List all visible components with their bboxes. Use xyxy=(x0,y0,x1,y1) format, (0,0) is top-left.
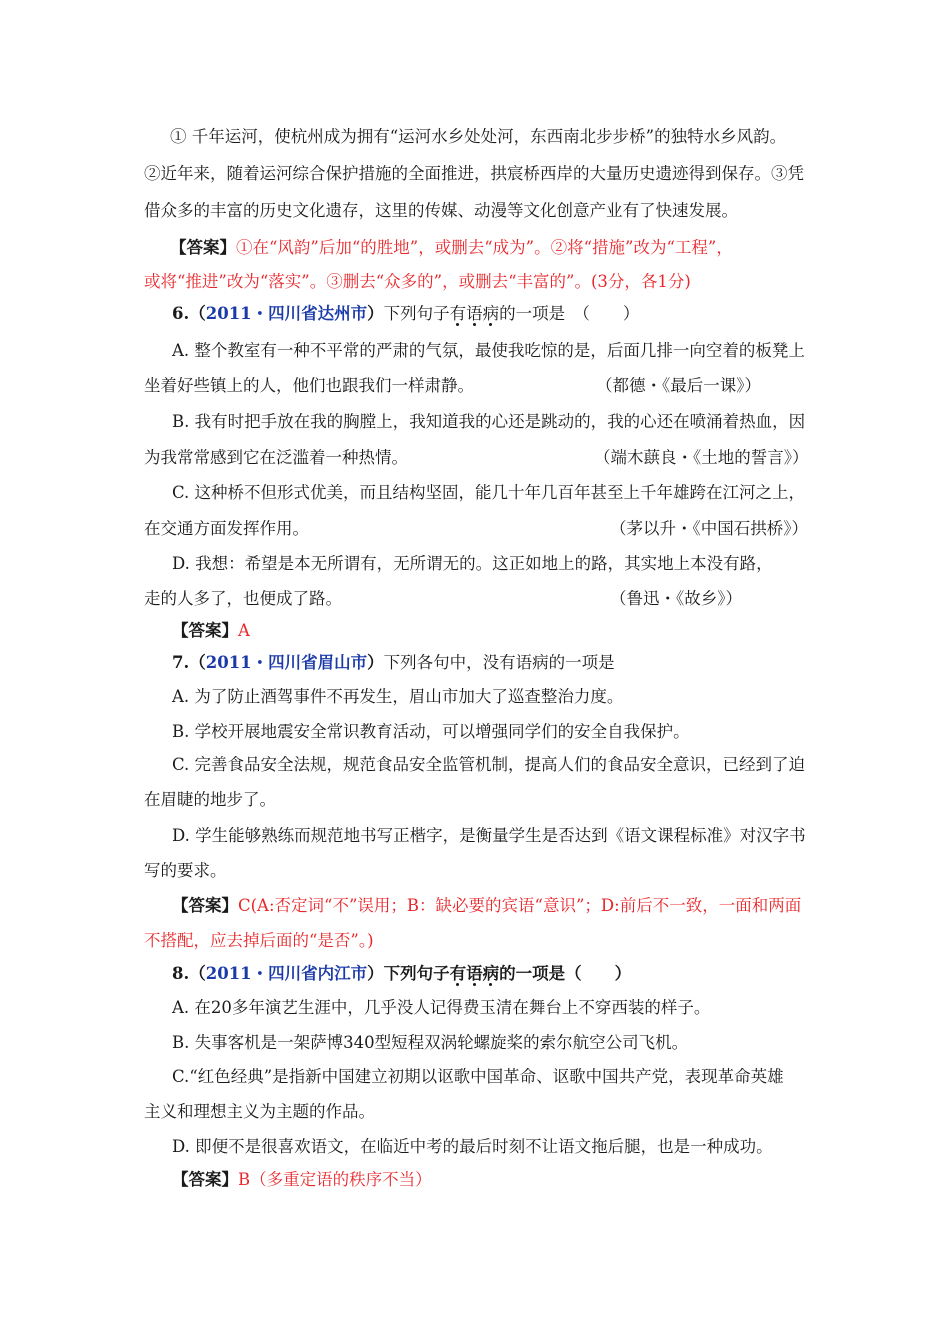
q8-answer xyxy=(172,1168,432,1192)
answer-label: 【答案】 xyxy=(170,238,236,257)
q6-option-d-line-1: D. 我想：希望是本无所谓有，无所谓无的。这正如地上的路，其实地上本没有路， xyxy=(172,554,773,573)
q6-option-a-line-2: 坐着好些镇上的人，他们也跟我们一样肃静。 xyxy=(144,376,474,395)
q7-option-d-line-1: D. 学生能够熟练而规范地书写正楷字，是衡量学生是否达到《语文课程标准》对汉字书 xyxy=(172,826,806,845)
answer-text: ①在“风韵”后加“的胜地”，或删去“成为”。②将“措施”改为“工程”， xyxy=(236,238,733,257)
q6-option-b-line-2: 为我常常感到它在泛滥着一种热情。 xyxy=(144,448,408,467)
emphasis-dot-char: 有 xyxy=(449,304,467,323)
q6-option-c-line-1: C. 这种桥不但形式优美，而且结构坚固，能几十年几百年甚至上千年雄跨在江河之上， xyxy=(172,483,806,502)
q5-answer-line-2: 或将“推进”改为“落实”。③删去“众多的”，或删去“丰富的”。(3分，各1分) xyxy=(144,272,691,291)
question-number: 7. xyxy=(172,653,190,672)
q5-line-1: ① 千年运河，使杭州成为拥有“运河水乡处处河，东西南北步步桥”的独特水乡风韵。 xyxy=(170,127,787,146)
q5-line-3: 借众多的丰富的历史文化遗存，这里的传媒、动漫等文化创意产业有了快速发展。 xyxy=(144,201,738,220)
q7-option-a: A. 为了防止酒驾事件不再发生，眉山市加大了巡查整治力度。 xyxy=(172,687,624,706)
q6-option-a-source: （都德・《最后一课》） xyxy=(596,376,761,395)
q6-answer xyxy=(172,619,250,643)
question-source: 2011・四川省达州市 xyxy=(205,304,368,323)
answer-label: 【答案】 xyxy=(172,896,238,915)
q7-option-b: B. 学校开展地震安全常识教育活动，可以增强同学们的安全自我保护。 xyxy=(172,722,690,741)
q6-option-a-line-1: A. 整个教室有一种不平常的严肃的气氛，最使我吃惊的是，后面几排一向空着的板凳上 xyxy=(172,341,805,360)
q5-answer xyxy=(170,236,733,260)
q6-option-d-source: （鲁迅・《故乡》） xyxy=(610,589,742,608)
q8-option-c-line-2: 主义和理想主义为主题的作品。 xyxy=(144,1102,375,1121)
q7-option-c-line-2: 在眉睫的地步了。 xyxy=(144,790,276,809)
emphasis-dot-char: 病 xyxy=(482,964,500,983)
answer-text: B（多重定语的秩序不当） xyxy=(238,1170,432,1189)
q8-option-c-line-1: C.“红色经典”是指新中国建立初期以讴歌中国革命、讴歌中国共产党，表现革命英雄 xyxy=(172,1067,784,1086)
question-number: 8. xyxy=(172,964,190,983)
emphasis-dot-char: 语 xyxy=(466,964,483,983)
q7-answer xyxy=(172,894,801,918)
question-source: 2011・四川省内江市 xyxy=(205,964,368,983)
answer-label: 【答案】 xyxy=(172,621,238,640)
q6-option-b-source: （端木蕻良・《土地的誓言》） xyxy=(594,448,809,467)
q6-option-c-line-2: 在交通方面发挥作用。 xyxy=(144,519,309,538)
emphasis-dot-char: 有 xyxy=(449,964,467,983)
question-source: 2011・四川省眉山市 xyxy=(205,653,368,672)
q8-option-a: A. 在20多年演艺生涯中，几乎没人记得费玉清在舞台上不穿西装的样子。 xyxy=(172,998,711,1017)
q7-answer-line-2: 不搭配，应去掉后面的“是否”。) xyxy=(144,931,374,950)
q8-option-b: B. 失事客机是一架萨博340型短程双涡轮螺旋桨的索尔航空公司飞机。 xyxy=(172,1033,689,1052)
q7-stem: 7.（2011・四川省眉山市）下列各句中，没有语病的一项是 xyxy=(172,653,615,672)
q6-option-c-source: （茅以升・《中国石拱桥》） xyxy=(610,519,808,538)
q6-option-d-line-2: 走的人多了，也便成了路。 xyxy=(144,589,342,608)
answer-text: C(A:否定词“不”误用；B：缺必要的宾语“意识”；D:前后不一致，一面和两面 xyxy=(238,896,802,915)
q8-option-d: D. 即便不是很喜欢语文，在临近中考的最后时刻不让语文拖后腿，也是一种成功。 xyxy=(172,1137,773,1156)
q7-option-c-line-1: C. 完善食品安全法规，规范食品安全监管机制，提高人们的食品安全意识，已经到了迫 xyxy=(172,755,806,774)
emphasis-dot-char: 病 xyxy=(482,304,500,323)
q6-stem: 6.（2011・四川省达州市）下列句子有语病的一项是 （ ） xyxy=(172,304,640,323)
q7-option-d-line-2: 写的要求。 xyxy=(144,861,227,880)
q5-line-2: ②近年来，随着运河综合保护措施的全面推进，拱宸桥西岸的大量历史遗迹得到保存。③凭 xyxy=(144,164,804,183)
answer-text: A xyxy=(238,621,250,640)
q6-option-b-line-1: B. 我有时把手放在我的胸膛上，我知道我的心还是跳动的，我的心还在喷涌着热血，因 xyxy=(172,412,806,431)
emphasis-dot-char: 语 xyxy=(466,304,483,323)
question-number: 6. xyxy=(172,304,190,323)
answer-label: 【答案】 xyxy=(172,1170,238,1189)
q8-stem: 8.（2011・四川省内江市）下列句子有语病的一项是（ ） xyxy=(172,964,632,983)
